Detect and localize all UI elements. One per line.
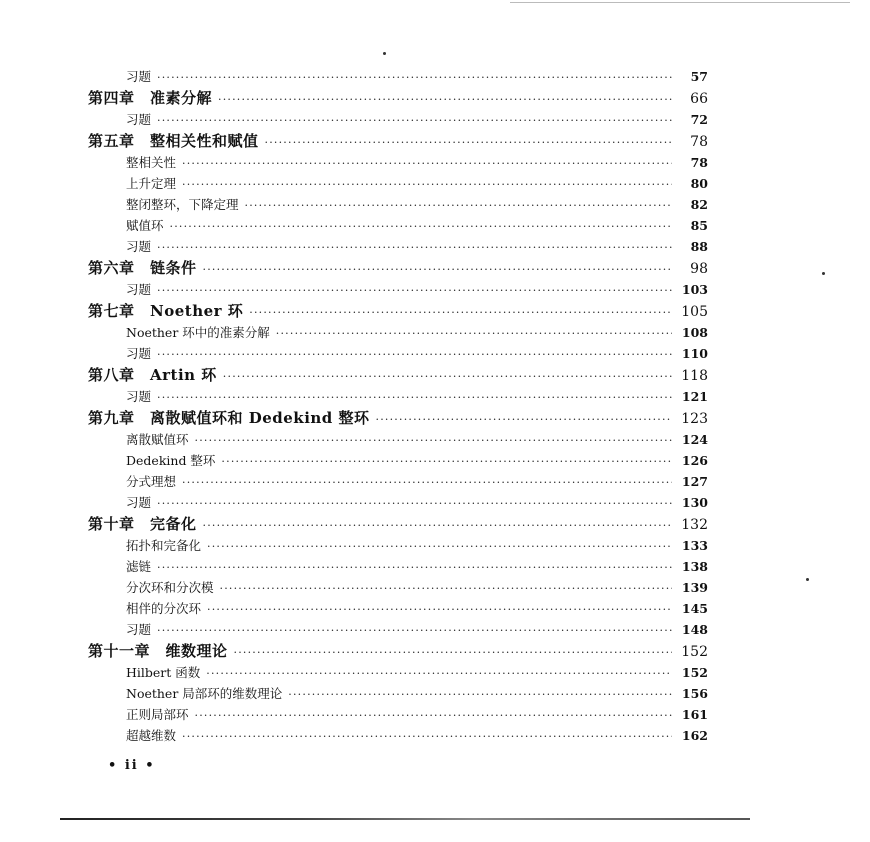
toc-section-row xyxy=(88,556,708,577)
toc-entry-title: 习题 xyxy=(126,622,152,637)
toc-entry-title: Noether 环中的准素分解 xyxy=(126,325,270,340)
toc-section-row xyxy=(88,683,708,704)
toc-page-number: 72 xyxy=(690,112,708,127)
toc-page-number: 85 xyxy=(690,218,708,233)
leader-dots xyxy=(182,153,672,174)
toc-entry-title: 习题 xyxy=(126,239,152,254)
toc-chapter-row xyxy=(88,640,708,662)
toc-page-number: 103 xyxy=(681,282,708,297)
toc-section-row xyxy=(88,66,708,87)
leader-dots xyxy=(218,89,672,111)
toc-section-row xyxy=(88,577,708,598)
leader-dots xyxy=(203,515,672,537)
toc-entry-title: 离散赋值环 xyxy=(126,432,189,447)
toc-section-row xyxy=(88,492,708,513)
toc-entry-title: Hilbert 函数 xyxy=(126,665,201,680)
toc-chapter-row xyxy=(88,300,708,322)
toc-chapter-row xyxy=(88,87,708,109)
toc-entry-title: 赋值环 xyxy=(126,218,164,233)
toc-chapter-row xyxy=(88,364,708,386)
toc-entry-title: 整相关性 xyxy=(126,155,177,170)
toc-section-row xyxy=(88,279,708,300)
leader-dots xyxy=(157,237,672,258)
toc-chapter-row xyxy=(88,513,708,535)
toc-section-row xyxy=(88,194,708,215)
table-of-contents xyxy=(88,66,708,746)
toc-page-number: 88 xyxy=(690,239,708,254)
toc-page-number: 80 xyxy=(690,176,708,191)
toc-section-row xyxy=(88,535,708,556)
toc-page-number: 121 xyxy=(681,389,708,404)
leader-dots xyxy=(182,174,672,195)
toc-page-number: 66 xyxy=(690,91,708,107)
leader-dots xyxy=(206,663,672,684)
toc-page-number: 82 xyxy=(690,197,708,212)
leader-dots xyxy=(182,726,672,747)
toc-section-row xyxy=(88,471,708,492)
toc-page-number: 130 xyxy=(681,495,708,510)
leader-dots xyxy=(157,387,672,408)
toc-page-number: 127 xyxy=(681,474,708,489)
toc-entry-title: 习题 xyxy=(126,69,152,84)
toc-entry-title: 第十一章 维数理论 xyxy=(88,642,228,660)
toc-chapter-row xyxy=(88,407,708,429)
leader-dots xyxy=(157,280,672,301)
toc-section-row xyxy=(88,704,708,725)
toc-entry-title: 第八章 Artin 环 xyxy=(88,366,217,384)
leader-dots xyxy=(157,493,672,514)
scan-speck xyxy=(383,52,386,55)
leader-dots xyxy=(245,195,672,216)
leader-dots xyxy=(157,67,672,88)
leader-dots xyxy=(249,302,672,324)
toc-entry-title: 第四章 准素分解 xyxy=(88,89,213,107)
leader-dots xyxy=(207,599,672,620)
toc-page-number: 78 xyxy=(690,155,708,170)
toc-entry-title: 习题 xyxy=(126,346,152,361)
toc-section-row xyxy=(88,236,708,257)
toc-entry-title: 第七章 Noether 环 xyxy=(88,302,244,320)
toc-page-number: 156 xyxy=(681,686,708,701)
toc-page-number: 152 xyxy=(681,644,708,660)
toc-page-number: 162 xyxy=(681,728,708,743)
toc-section-row xyxy=(88,450,708,471)
toc-entry-title: 分式理想 xyxy=(126,474,177,489)
toc-section-row xyxy=(88,386,708,407)
toc-entry-title: 正则局部环 xyxy=(126,707,189,722)
toc-page-number: 78 xyxy=(690,134,708,150)
scan-edge-line xyxy=(510,2,850,3)
toc-entry-title: 习题 xyxy=(126,282,152,297)
toc-page-number: 124 xyxy=(681,432,708,447)
scan-bottom-line xyxy=(60,818,750,820)
toc-section-row xyxy=(88,619,708,640)
toc-page-number: 138 xyxy=(681,559,708,574)
toc-entry-title: 习题 xyxy=(126,389,152,404)
toc-entry-title: 分次环和分次模 xyxy=(126,580,214,595)
toc-entry-title: 第六章 链条件 xyxy=(88,259,197,277)
toc-entry-title: 超越维数 xyxy=(126,728,177,743)
leader-dots xyxy=(195,705,672,726)
toc-entry-title: 拓扑和完备化 xyxy=(126,538,202,553)
leader-dots xyxy=(195,430,672,451)
toc-section-row xyxy=(88,662,708,683)
toc-section-row xyxy=(88,109,708,130)
leader-dots xyxy=(157,110,672,131)
toc-entry-title: 第九章 离散赋值环和 Dedekind 整环 xyxy=(88,409,370,427)
toc-section-row xyxy=(88,725,708,746)
leader-dots xyxy=(170,216,672,237)
leader-dots xyxy=(288,684,672,705)
page-folio: • ii • xyxy=(108,758,156,773)
toc-page-number: 123 xyxy=(681,411,708,427)
toc-entry-title: 习题 xyxy=(126,112,152,127)
leader-dots xyxy=(220,578,672,599)
toc-entry-title: Noether 局部环的维数理论 xyxy=(126,686,283,701)
toc-entry-title: 滤链 xyxy=(126,559,152,574)
toc-page-number: 57 xyxy=(690,69,708,84)
leader-dots xyxy=(207,536,672,557)
toc-entry-title: 上升定理 xyxy=(126,176,177,191)
leader-dots xyxy=(182,472,672,493)
toc-section-row xyxy=(88,343,708,364)
leader-dots xyxy=(265,132,672,154)
toc-entry-title: Dedekind 整环 xyxy=(126,453,216,468)
toc-section-row xyxy=(88,429,708,450)
toc-chapter-row xyxy=(88,130,708,152)
toc-page-number: 105 xyxy=(681,304,708,320)
leader-dots xyxy=(276,323,672,344)
toc-section-row xyxy=(88,215,708,236)
leader-dots xyxy=(157,344,672,365)
leader-dots xyxy=(234,642,672,664)
toc-page-number: 98 xyxy=(690,261,708,277)
leader-dots xyxy=(223,366,672,388)
toc-entry-title: 相伴的分次环 xyxy=(126,601,202,616)
toc-page-number: 132 xyxy=(681,517,708,533)
scan-speck xyxy=(822,272,825,275)
leader-dots xyxy=(376,409,672,431)
toc-page-number: 110 xyxy=(681,346,708,361)
toc-page-number: 133 xyxy=(681,538,708,553)
toc-page-number: 139 xyxy=(681,580,708,595)
toc-section-row xyxy=(88,173,708,194)
leader-dots xyxy=(157,557,672,578)
toc-page-number: 118 xyxy=(681,368,708,384)
toc-page-number: 108 xyxy=(681,325,708,340)
toc-page-number: 152 xyxy=(681,665,708,680)
toc-page-number: 161 xyxy=(681,707,708,722)
toc-section-row xyxy=(88,152,708,173)
toc-section-row xyxy=(88,598,708,619)
toc-chapter-row xyxy=(88,257,708,279)
leader-dots xyxy=(157,620,672,641)
toc-entry-title: 整闭整环，下降定理 xyxy=(126,197,239,212)
toc-page-number: 145 xyxy=(681,601,708,616)
toc-section-row xyxy=(88,322,708,343)
leader-dots xyxy=(221,451,672,472)
toc-page-number: 126 xyxy=(681,453,708,468)
scan-speck xyxy=(806,578,809,581)
toc-entry-title: 习题 xyxy=(126,495,152,510)
leader-dots xyxy=(203,259,672,281)
toc-page-number: 148 xyxy=(681,622,708,637)
toc-entry-title: 第十章 完备化 xyxy=(88,515,197,533)
toc-entry-title: 第五章 整相关性和赋值 xyxy=(88,132,259,150)
